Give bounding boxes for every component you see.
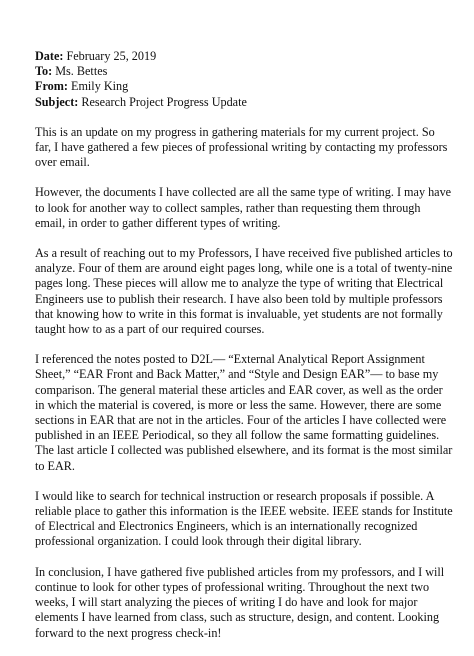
subject-value: Research Project Progress Update — [78, 94, 247, 109]
to-value: Ms. Bettes — [52, 64, 108, 79]
body-paragraph-same-type: However, the documents I have collected are all the same type of writing. I may have to look for another way to collect samples, rather than requesting them through email, in order to gather different types of writing. — [35, 185, 452, 230]
body-paragraph-intro: This is an update on my progress in gathering materials for my current project. So far, I have gathered a few pieces of professional writing by contacting my professors over email. — [35, 124, 448, 170]
subject-label: Subject: — [35, 94, 79, 109]
from-label: From: — [35, 79, 68, 94]
date-line — [35, 49, 453, 64]
body-paragraph-comparison: I referenced the notes posted to D2L— “External Analytical Report Assignment Sheet,” “EAR Front and Back Matter,” and “Style and Design EAR”— to base my comparison. The general material these articles and EAR cover, as well as the order in which the material is covered, is more or less the same. However, there are some sections in EAR that are not in the articles. Four of the articles I have collected were published in an IEEE Periodical, so they all follow the same formatting guidelines. The last article I collected was published elsewhere, and its format is the most similar to EAR. — [35, 352, 453, 473]
body-paragraph-next-search: I would like to search for technical instruction or research proposals if possible. A reliable place to gather this information is the IEEE website. IEEE stands for Institute of Electrical and Electronics Engineers, which is an internationally recognized professional organization. I could look through their digital library. — [35, 488, 453, 549]
body-paragraph-conclusion: In conclusion, I have gathered five published articles from my professors, and I will continue to look for other types of professional writing. Throughout the next two weeks, I will start analyzing the pieces of writing I do have and look for major elements I have learned from class, such as structure, design, and content. Looking forward to the next progress check-in! — [35, 564, 445, 640]
date-label: Date: — [35, 49, 64, 63]
from-value: Emily King — [67, 79, 129, 94]
memo-header — [35, 49, 453, 110]
body-paragraph-articles-received: As a result of reaching out to my Professors, I have received five published articles to analyze. Four of them are around eight pages long, while one is a total of twenty-nine pages long. These pieces will allow me to analyze the type of writing that Electrical Engineers use to publish their research. I have also been told by multiple professors that knowing how to write in this format is invaluable, yet students are not formally taught how to as a part of our required courses. — [35, 246, 453, 337]
to-line — [35, 64, 453, 79]
memo-document — [35, 49, 453, 656]
from-line — [35, 79, 453, 94]
date-value: February 25, 2019 — [63, 49, 157, 63]
to-label: To: — [35, 64, 53, 79]
subject-line — [35, 95, 453, 110]
